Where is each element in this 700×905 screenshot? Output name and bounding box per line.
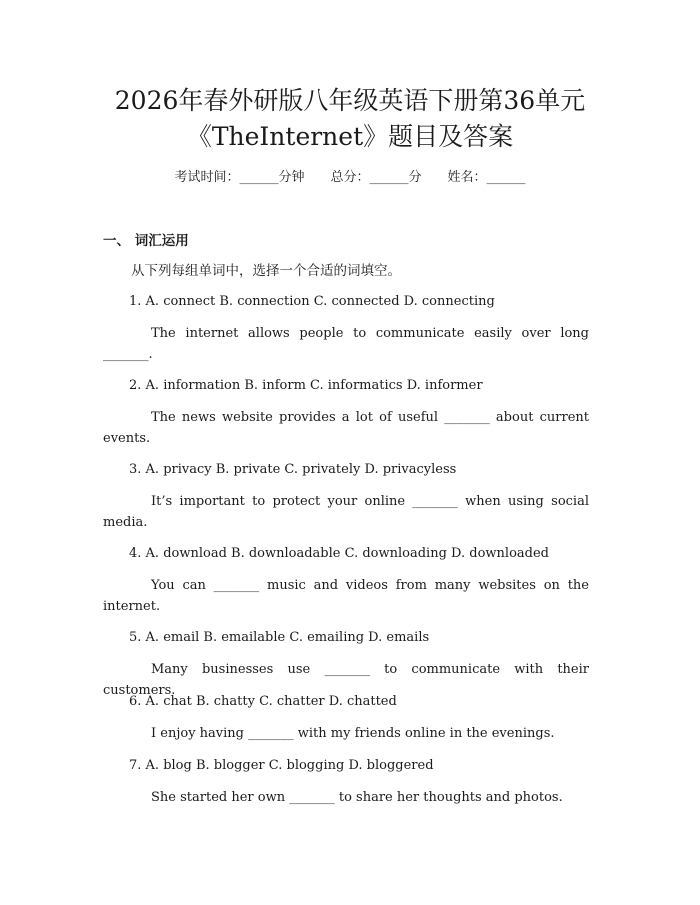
question-6-sentence: I enjoy having _______ with my friends online in the evenings.	[151, 726, 555, 741]
question-3-options: 3. A. privacy B. private C. privately D. privacyless	[129, 462, 457, 477]
question-5-sentence: Many businesses use _______ to communicate with their customers.	[103, 662, 589, 698]
question-6-options: 6. A. chat B. chatty C. chatter D. chatted	[129, 694, 397, 709]
document-title-line-1: 2026年春外研版八年级英语下册第36单元	[114, 86, 586, 115]
question-1-options: 1. A. connect B. connection C. connected D. connecting	[129, 294, 495, 309]
section-heading: 一、 词汇运用	[103, 233, 189, 249]
question-5-options: 5. A. email B. emailable C. emailing D. emails	[129, 630, 430, 645]
exam-meta	[0, 168, 700, 188]
exam-student-name: 姓名：______	[447, 170, 526, 185]
question-7-sentence: She started her own _______ to share her thoughts and photos.	[151, 790, 563, 805]
question-7-options: 7. A. blog B. blogger C. blogging D. bloggered	[129, 758, 434, 773]
document-title-line-2: 《TheInternet》题目及答案	[186, 122, 514, 151]
question-4-options: 4. A. download B. downloadable C. downloading D. downloaded	[129, 546, 549, 561]
question-1-sentence: The internet allows people to communicate easily over long _______.	[103, 326, 589, 362]
exam-time: 考试时间：______分钟	[174, 170, 305, 185]
section-instruction: 从下列每组单词中，选择一个合适的词填空。	[131, 263, 401, 279]
question-2-options: 2. A. information B. inform C. informatics D. informer	[129, 378, 483, 393]
question-3-sentence: It’s important to protect your online _______ when using social media.	[103, 494, 589, 530]
question-2-sentence: The news website provides a lot of useful _______ about current events.	[103, 410, 589, 446]
exam-total-score: 总分：______分	[330, 170, 422, 185]
question-4-sentence: You can _______ music and videos from many websites on the internet.	[103, 578, 589, 614]
